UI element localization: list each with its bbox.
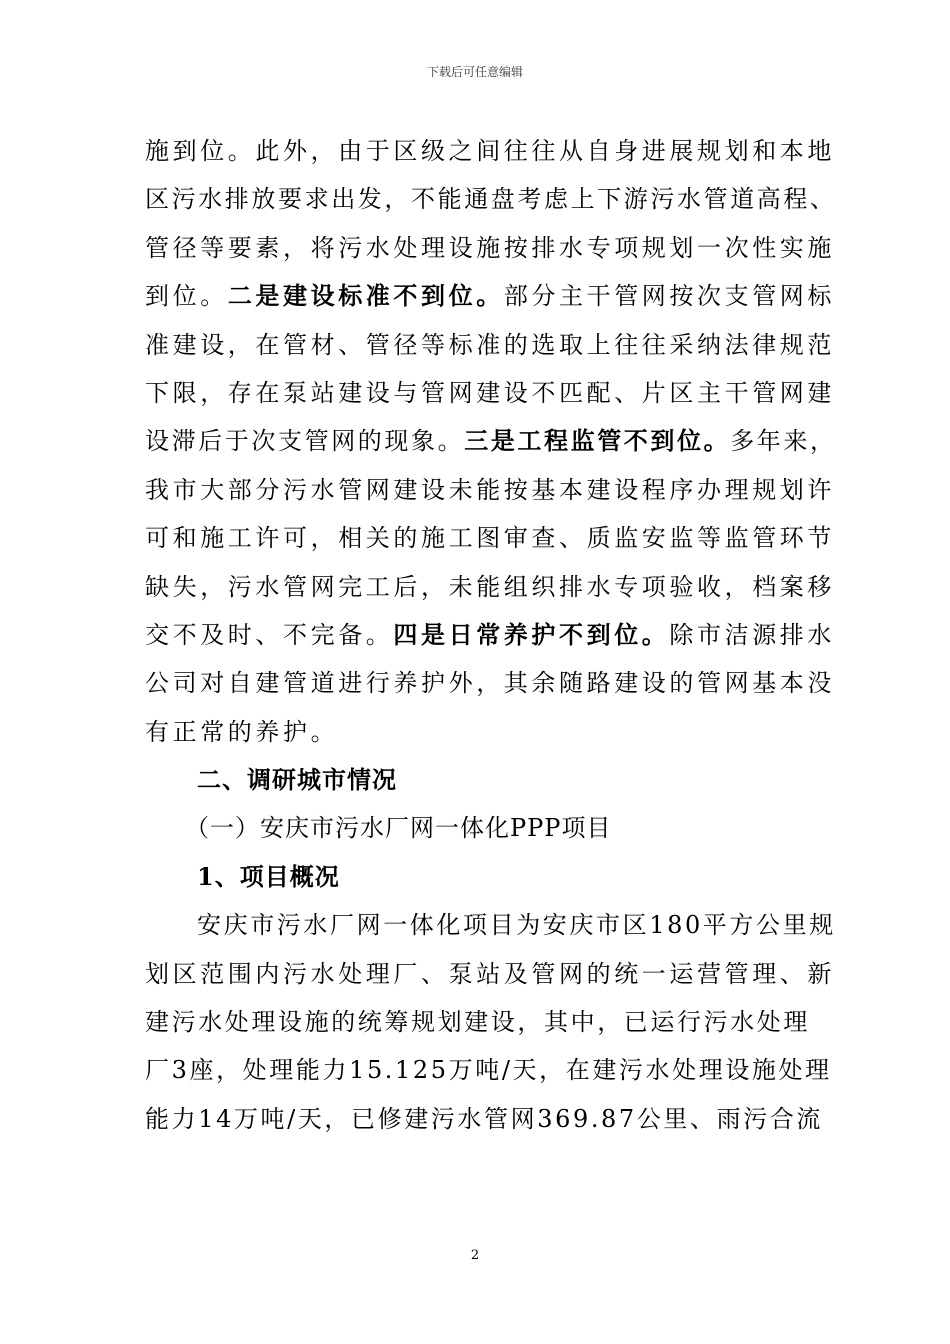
bold-emphasis: 三是工程监管不到位。 — [464, 426, 731, 456]
bold-emphasis: 四是日常养护不到位。 — [393, 619, 670, 649]
text-run: 交不及时、不完备。 — [145, 620, 394, 649]
text-run: 到位。 — [145, 282, 228, 311]
text-line: 能力14万吨/天，已修建污水管网369.87公里、雨污合流 — [145, 1104, 823, 1133]
section-heading: 二、调研城市情况 — [197, 765, 397, 795]
text-line: 安庆市污水厂网一体化项目为安庆市区180平方公里规 — [197, 911, 836, 940]
text-line: 建污水处理设施的统筹规划建设，其中，已运行污水处理 — [145, 1008, 810, 1037]
text-line — [145, 611, 836, 659]
text-run: 多年来， — [730, 427, 837, 456]
page-number: 2 — [470, 1248, 480, 1263]
text-line: 厂3座，处理能力15.125万吨/天，在建污水处理设施处理 — [145, 1056, 832, 1085]
text-line — [145, 417, 837, 465]
text-line: 下限，存在泵站建设与管网建设不匹配、片区主干管网建 — [145, 378, 835, 407]
document-body — [145, 127, 837, 1143]
text-line: 施到位。此外，由于区级之间往往从自身进展规划和本地 — [145, 137, 835, 165]
text-line: 可和施工许可，相关的施工图审查、质监安监等监管环节 — [145, 524, 835, 553]
item-heading: 1、项目概况 — [197, 861, 340, 891]
text-line — [145, 272, 836, 320]
text-line: 区污水排放要求出发，不能通盘考虑上下游污水管道高程、 — [145, 185, 837, 214]
text-line: 公司对自建管道进行养护外，其余随路建设的管网基本没 — [145, 669, 835, 698]
text-run: 除市洁源排水 — [669, 620, 836, 649]
text-run: 部分主干管网按次支管网标 — [503, 282, 836, 311]
text-line: 准建设，在管材、管径等标准的选取上往往采纳法律规范 — [145, 330, 835, 359]
text-line: 划区范围内污水处理厂、泵站及管网的统一运营管理、新 — [145, 959, 835, 988]
text-line: 管径等要素，将污水处理设施按排水专项规划一次性实施 — [145, 233, 835, 262]
text-line: 有正常的养护。 — [145, 717, 339, 746]
subsection-heading: （一）安庆市污水厂网一体化PPP项目 — [185, 814, 612, 843]
text-run: 设滞后于次支管网的现象。 — [145, 427, 465, 456]
page-header: 下载后可任意编辑 — [426, 65, 523, 79]
text-line: 缺失，污水管网完工后，未能组织排水专项验收，档案移 — [145, 572, 835, 601]
bold-emphasis: 二是建设标准不到位。 — [227, 281, 504, 311]
text-line: 我市大部分污水管网建设未能按基本建设程序办理规划许 — [145, 475, 835, 504]
